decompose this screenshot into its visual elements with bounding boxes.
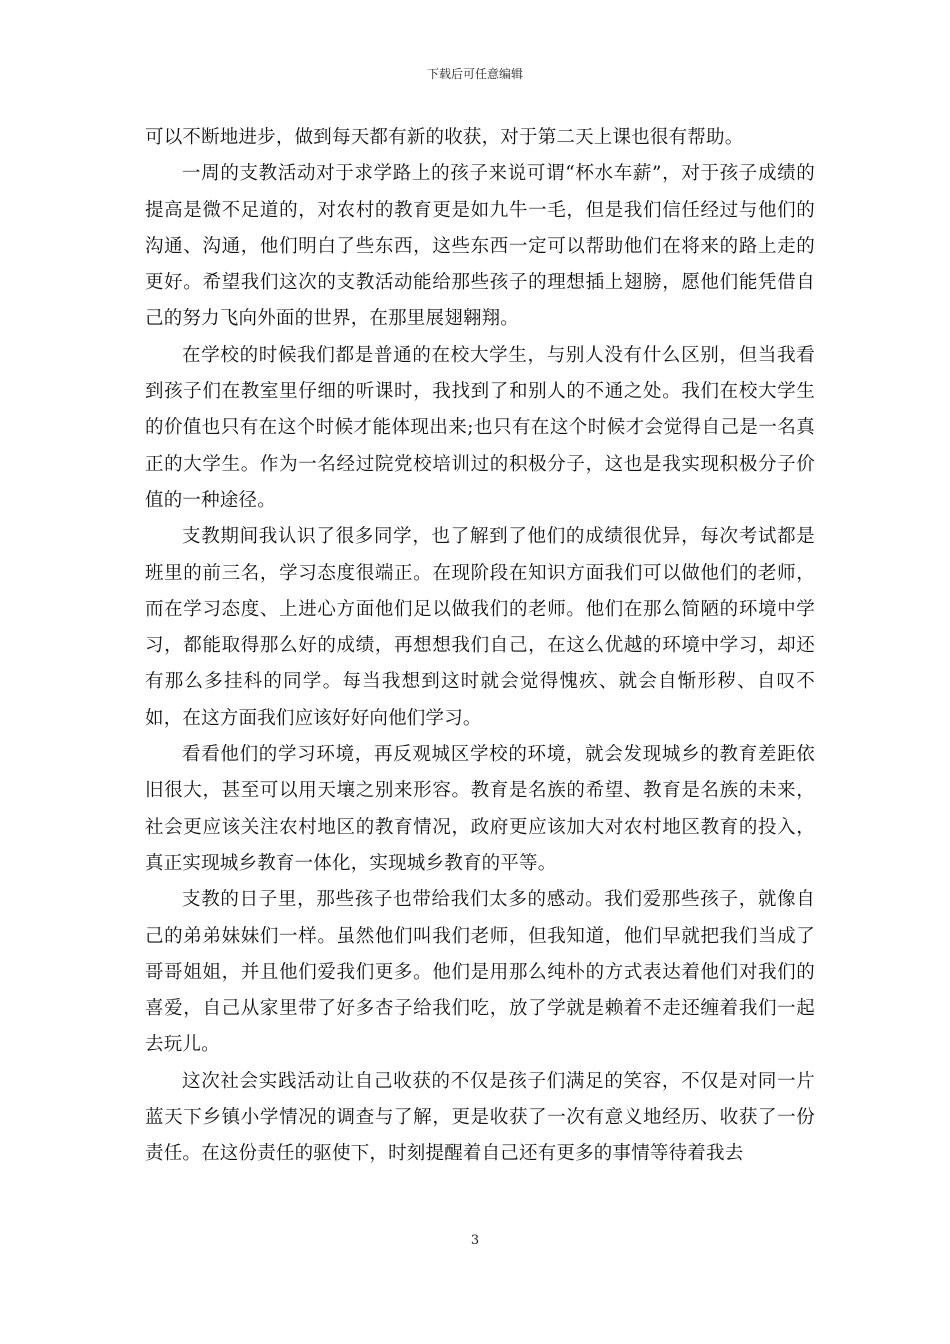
- paragraph: 这次社会实践活动让自己收获的不仅是孩子们满足的笑容，不仅是对同一片蓝天下乡镇小学情况的调查与了解，更是收获了一次有意义地经历、收获了一份责任。在这份责任的驱使下，时刻提醒着自己还有更多的事情等待着我去: [145, 1070, 815, 1165]
- page-number: 3: [470, 1233, 480, 1248]
- paragraph-continuation: 可以不断地进步，做到每天都有新的收获，对于第二天上课也很有帮助。: [145, 127, 744, 148]
- document-body: [145, 120, 815, 1173]
- page-header: 下载后可任意编辑: [426, 67, 523, 81]
- paragraph: 支教期间我认识了很多同学，也了解到了他们的成绩很优异，每次考试都是班里的前三名，学习态度很端正。在现阶段在知识方面我们可以做他们的老师，而在学习态度、上进心方面他们足以做我们的老师。他们在那么简陋的环境中学习，都能取得那么好的成绩，再想想我们自己，在这么优越的环境中学习，却还有那么多挂科的同学。每当我想到这时就会觉得愧疚、就会自惭形秽、自叹不如，在这方面我们应该好好向他们学习。: [145, 526, 815, 729]
- paragraph: 一周的支教活动对于求学路上的孩子来说可谓“杯水车薪”，对于孩子成绩的提高是微不足道的，对农村的教育更是如九牛一毛，但是我们信任经过与他们的沟通、沟通，他们明白了些东西，这些东西一定可以帮助他们在将来的路上走的更好。希望我们这次的支教活动能给那些孩子的理想插上翅膀，愿他们能凭借自己的努力飞向外面的世界，在那里展翅翱翔。: [145, 163, 815, 330]
- paragraph: 在学校的时候我们都是普通的在校大学生，与别人没有什么区别，但当我看到孩子们在教室里仔细的听课时，我找到了和别人的不通之处。我们在校大学生的价值也只有在这个时候才能体现出来;也只有在这个时候才会觉得自己是一名真正的大学生。作为一名经过院党校培训过的积极分子，这也是我实现积极分子价值的一种途径。: [145, 344, 815, 511]
- paragraph: 看看他们的学习环境，再反观城区学校的环境，就会发现城乡的教育差距依旧很大，甚至可以用天壤之别来形容。教育是名族的希望、教育是名族的未来，社会更应该关注农村地区的教育情况，政府更应该加大对农村地区教育的投入，真正实现城乡教育一体化，实现城乡教育的平等。: [145, 744, 815, 874]
- paragraph: 支教的日子里，那些孩子也带给我们太多的感动。我们爱那些孩子，就像自己的弟弟妹妹们一样。虽然他们叫我们老师，但我知道，他们早就把我们当成了哥哥姐姐，并且他们爱我们更多。他们是用那么纯朴的方式表达着他们对我们的喜爱，自己从家里带了好多杏子给我们吃，放了学就是赖着不走还缠着我们一起去玩儿。: [145, 889, 815, 1056]
